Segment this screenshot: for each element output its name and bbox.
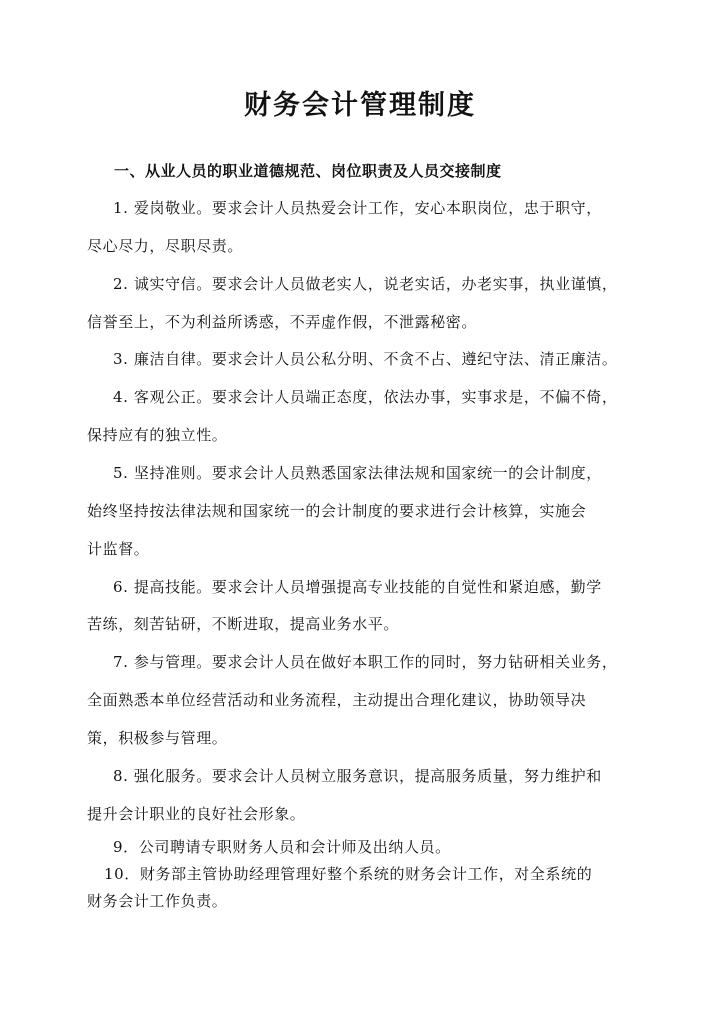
document-title: 财务会计管理制度 [244, 90, 476, 121]
paragraph-line: 7. 参与管理。要求会计人员在做好本职工作的同时，努力钻研相关业务， [113, 653, 618, 671]
paragraph-line: 财务会计工作负责。 [87, 892, 228, 910]
paragraph-line: 5. 坚持准则。要求会计人员熟悉国家法律法规和国家统一的会计制度， [113, 464, 602, 482]
paragraph-line: 2. 诚实守信。要求会计人员做老实人，说老实话，办老实事，执业谨慎， [113, 275, 618, 293]
paragraph-line: 9．公司聘请专职财务人员和会计师及出纳人员。 [113, 838, 451, 856]
section-heading: 一、从业人员的职业道德规范、岗位职责及人员交接制度 [114, 162, 502, 180]
paragraph-line: 8. 强化服务。要求会计人员树立服务意识，提高服务质量，努力维护和 [113, 767, 602, 785]
paragraph-line: 全面熟悉本单位经营活动和业务流程，主动提出合理化建议，协助领导决 [87, 691, 587, 709]
paragraph-line: 6. 提高技能。要求会计人员增强提高专业技能的自觉性和紧迫感，勤学 [113, 578, 602, 596]
paragraph-line: 保持应有的独立性。 [87, 426, 228, 444]
paragraph-line: 策，积极参与管理。 [87, 729, 228, 747]
paragraph-line: 4. 客观公正。要求会计人员端正态度，依法办事，实事求是，不偏不倚， [113, 388, 618, 406]
paragraph-line: 始终坚持按法律法规和国家统一的会计制度的要求进行会计核算，实施会 [87, 502, 587, 520]
paragraph-line: 3. 廉洁自律。要求会计人员公私分明、不贪不占、遵纪守法、清正廉洁。 [113, 350, 618, 368]
paragraph-line: 1. 爱岗敬业。要求会计人员热爱会计工作，安心本职岗位，忠于职守， [113, 199, 602, 217]
paragraph-line: 尽心尽力，尽职尽责。 [87, 237, 244, 255]
paragraph-line: 10．财务部主管协助经理管理好整个系统的财务会计工作，对全系统的 [104, 865, 593, 883]
paragraph-line: 提升会计职业的良好社会形象。 [87, 805, 306, 823]
paragraph-line: 信誉至上，不为利益所诱惑，不弄虚作假，不泄露秘密。 [87, 313, 478, 331]
paragraph-line: 苦练，刻苦钻研，不断进取，提高业务水平。 [87, 615, 400, 633]
paragraph-line: 计监督。 [87, 540, 150, 558]
